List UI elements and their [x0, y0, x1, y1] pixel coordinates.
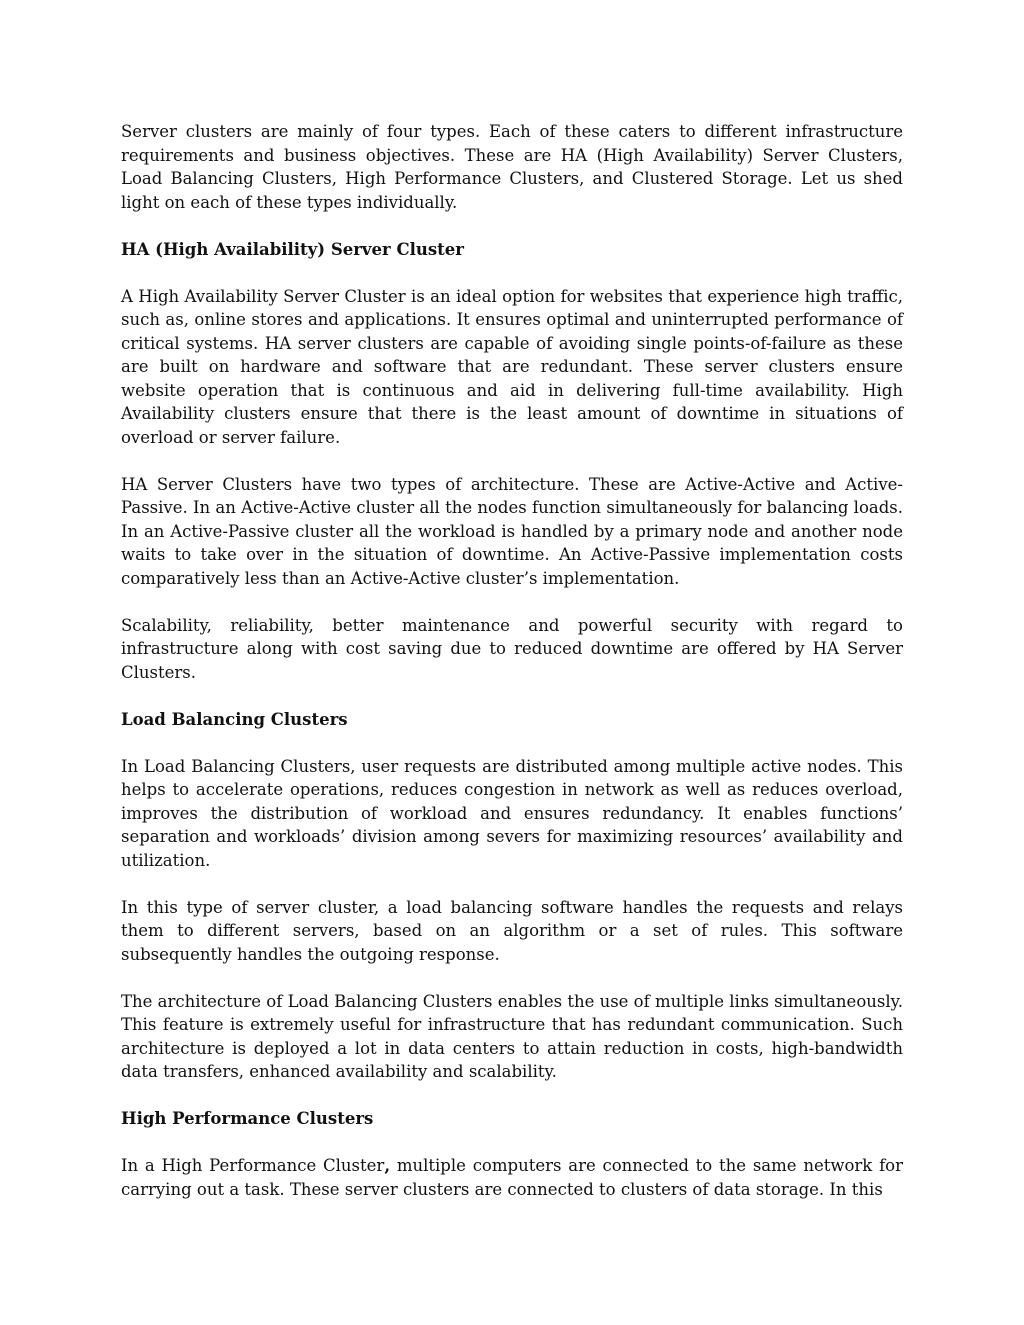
hp-section-heading: High Performance Clusters	[121, 1109, 374, 1128]
lb-section-heading: Load Balancing Clusters	[121, 709, 348, 729]
ha-paragraph-2: HA Server Clusters have two types of architecture. These are Active-Active and Active-Passive. In an Active-Active cluster all the nodes function simultaneously for balancing loads. In an Active-Passive cluster all the workload is handled by a primary node and another node waits to take over in the situation of downtime. An Active-Passive implementation costs comparatively less than an Active-Active cluster’s implementation.	[121, 474, 903, 588]
hp-paragraph-1-lead: In a High Performance Cluster	[121, 1156, 385, 1175]
ha-paragraph-3: Scalability, reliability, better maintenance and powerful security with regard to infrastructure along with cost saving due to reduced downtime are offered by HA Server Clusters.	[121, 615, 903, 682]
lb-paragraph-3: The architecture of Load Balancing Clusters enables the use of multiple links simultaneously. This feature is extremely useful for infrastructure that has redundant communication. Such architecture is deployed a lot in data centers to attain reduction in costs, high-bandwidth data transfers, enhanced availability and scalability.	[121, 991, 904, 1081]
lb-paragraph-2: In this type of server cluster, a load balancing software handles the requests and relays them to different servers, based on an algorithm or a set of rules. This software subsequently handles the outgoing response.	[121, 897, 903, 964]
hp-paragraph-1-rest: multiple computers are connected to the same network for carrying out a task. These server clusters are connected to clusters of data storage. In this	[121, 1156, 903, 1199]
lb-paragraph-1: In Load Balancing Clusters, user requests are distributed among multiple active nodes. This helps to accelerate operations, reduces congestion in network as well as reduces overload, improves the distribution of workload and ensures redundancy. It enables functions’ separation and workloads’ division among severs for maximizing resources’ availability and utilization.	[121, 756, 903, 870]
hp-paragraph-1	[121, 1154, 903, 1201]
ha-section-heading: HA (High Availability) Server Cluster	[121, 239, 464, 259]
intro-paragraph: Server clusters are mainly of four types. Each of these caters to different infrastructure requirements and business objectives. These are HA (High Availability) Server Clusters, Load Balancing Clusters, High Performance Clusters, and Clustered Storage. Let us shed light on each of these types individually.	[121, 122, 903, 212]
document-page	[121, 120, 903, 1225]
hp-paragraph-1-bold-comma: ,	[384, 1156, 391, 1175]
ha-paragraph-1: A High Availability Server Cluster is an ideal option for websites that experience high traffic, such as, online stores and applications. It ensures optimal and uninterrupted performance of critical systems. HA server clusters are capable of avoiding single points-of-failure as these are built on hardware and software that are redundant. These server clusters ensure website operation that is continuous and aid in delivering full-time availability. High Availability clusters ensure that there is the least amount of downtime in situations of overload or server failure.	[121, 286, 903, 447]
